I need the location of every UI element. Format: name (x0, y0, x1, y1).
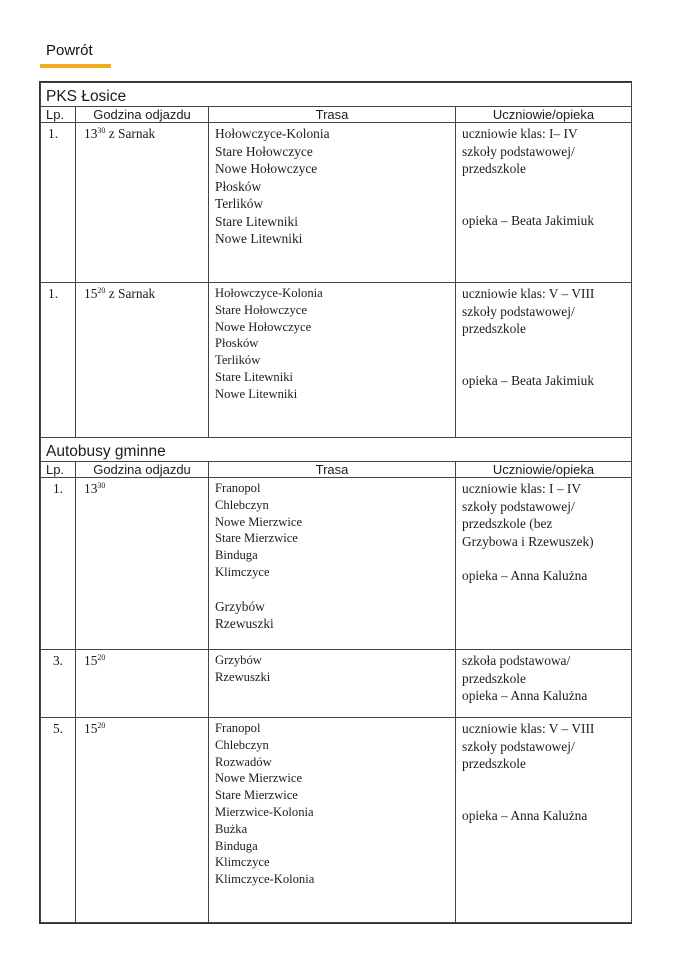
route-stops: Hołowczyce-Kolonia Stare Hołowczyce Nowe Hołowczyce Płosków Terlików Stare Litewniki Nowe Litewniki (209, 283, 456, 438)
route-stops: Franopol Chlebczyn Nowe Mierzwice Stare Mierzwice Binduga Klimczyce Grzybów Rzewuszki (209, 478, 456, 650)
col-route: Trasa (209, 107, 456, 123)
section-title: Autobusy gminne (41, 438, 632, 462)
caretaker: opieka – Anna Kalużna (462, 688, 588, 703)
row-lp: 5. (41, 718, 76, 923)
caretaker: opieka – Anna Kalużna (462, 568, 588, 583)
route-stops: Hołowczyce-Kolonia Stare Hołowczyce Nowe Hołowczyce Płosków Terlików Stare Litewniki Nowe Litewniki (209, 123, 456, 283)
table-row (41, 283, 632, 438)
table-header (41, 107, 632, 123)
row-lp: 1. (41, 123, 76, 283)
row-lp: 3. (41, 650, 76, 718)
row-lp: 1. (41, 283, 76, 438)
route-stops: Franopol Chlebczyn Rozwadów Nowe Mierzwice Stare Mierzwice Mierzwice-Kolonia Bużka Binduga Klimczyce Klimczyce-Kolonia (209, 718, 456, 923)
departure-time: $15^{20}$ (76, 718, 209, 923)
students-care: uczniowie klas: I– IV szkoły podstawowej/ przedszkole opieka – Beata Jakimiuk (456, 123, 632, 283)
departure-time: $13^{30}$ z Sarnak (76, 123, 209, 283)
caretaker: opieka – Beata Jakimiuk (462, 212, 595, 228)
students-care: uczniowie klas: V – VIII szkoły podstawowej/ przedszkole opieka – Anna Kalużna (456, 718, 632, 923)
col-lp: Lp. (41, 107, 76, 123)
departure-time: $13^{30}$ (76, 478, 209, 650)
col-care: Uczniowie/opieka (456, 462, 632, 478)
col-lp: Lp. (41, 462, 76, 478)
route-stops: Grzybów Rzewuszki (209, 650, 456, 718)
section-title-row (41, 438, 632, 462)
students-care: uczniowie klas: I – IV szkoły podstawowej/ przedszkole (bez Grzybowa i Rzewuszek) opieka – Anna Kalużna (456, 478, 632, 650)
caretaker: opieka – Beata Jakimiuk (462, 372, 595, 388)
departure-time: $15^{20}$ (76, 650, 209, 718)
col-care: Uczniowie/opieka (456, 107, 632, 123)
students-care: szkoła podstawowa/ przedszkole opieka – Anna Kalużna (456, 650, 632, 718)
row-lp: 1. (41, 478, 76, 650)
caretaker: opieka – Anna Kalużna (462, 807, 588, 823)
table-row (41, 478, 632, 650)
col-time: Godzina odjazdu (76, 107, 209, 123)
section-title-row (41, 83, 632, 107)
departure-time: $15^{20}$ z Sarnak (76, 283, 209, 438)
schedule-table (40, 82, 632, 923)
back-link[interactable]: Powrót (46, 42, 93, 59)
table-header (41, 462, 632, 478)
section-title: PKS Łosice (41, 83, 632, 107)
back-link-underline (40, 64, 111, 68)
table-row (41, 650, 632, 718)
schedule-document (39, 81, 632, 924)
col-route: Trasa (209, 462, 456, 478)
col-time: Godzina odjazdu (76, 462, 209, 478)
students-care: uczniowie klas: V – VIII szkoły podstawowej/ przedszkole opieka – Beata Jakimiuk (456, 283, 632, 438)
table-row (41, 718, 632, 923)
table-row (41, 123, 632, 283)
